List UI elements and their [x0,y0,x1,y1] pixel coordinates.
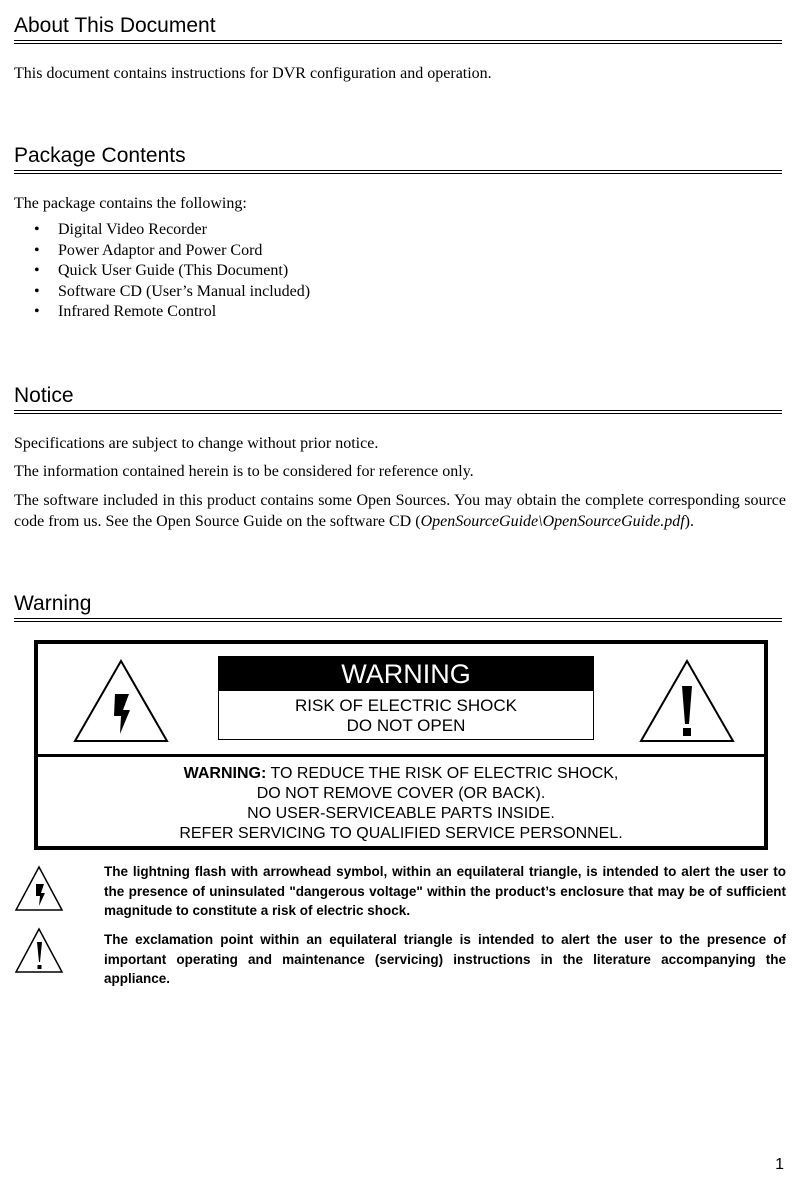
package-list [14,220,782,323]
bullet-icon: • [34,221,40,238]
list-item: • Digital Video Recorder [14,220,782,241]
list-item: • Quick User Guide (This Document) [14,261,782,282]
warning-label-title: WARNING [219,657,593,691]
notice-rule [14,410,782,414]
warning-section [14,592,782,622]
warning-rule [14,618,782,622]
lightning-description: The lightning flash with arrowhead symbol, within an equilateral triangle, is intended to alert the user to the presence of uninsulated "dangerous voltage" within the product’s enclosure that may be of sufficient magnitude to constitute a risk of electric shock. [104,864,786,918]
package-section [14,144,782,323]
about-text: This document contains instructions for DVR configuration and operation. [14,65,492,82]
warning-box [34,640,768,850]
warning-text-line-1: WARNING: TO REDUCE THE RISK OF ELECTRIC SHOCK, [183,765,619,782]
exclamation-description: The exclamation point within an equilateral triangle is intended to alert the user to the presence of important operating and maintenance (servicing) instructions in the literature accompanying the appliance. [104,932,786,986]
warning-label-line-1: RISK OF ELECTRIC SHOCK [295,696,517,715]
package-heading: Package Contents [14,144,186,167]
about-section [14,14,782,84]
warning-text-line-3: NO USER-SERVICEABLE PARTS INSIDE. [247,805,555,822]
warning-box-bottom [38,757,764,843]
warning-box-top [38,644,764,757]
list-item: • Power Adaptor and Power Cord [14,241,782,262]
warning-heading: Warning [14,592,92,615]
exclamation-small-icon [14,926,64,976]
package-intro: The package contains the following: [14,195,247,212]
open-source-path: OpenSourceGuide\OpenSourceGuide.pdf [420,513,685,530]
exclamation-triangle-icon [638,658,736,744]
package-rule [14,170,782,174]
lightning-triangle-icon [72,658,170,744]
warning-label-line-2: DO NOT OPEN [346,716,466,735]
lightning-small-icon [14,864,64,914]
list-item: • Software CD (User’s Manual included) [14,282,782,303]
about-heading: About This Document [14,14,216,37]
page-number: 1 [775,1156,784,1173]
notice-line-1: Specifications are subject to change without prior notice. [14,435,379,452]
warning-label [218,656,594,740]
warning-text-line-2: DO NOT REMOVE COVER (OR BACK). [256,785,546,802]
lightning-explanation [14,862,786,920]
bullet-icon: • [34,262,40,279]
notice-line-2: The information contained herein is to be considered for reference only. [14,463,474,480]
list-item: • Infrared Remote Control [14,302,782,323]
bullet-icon: • [34,282,40,300]
notice-heading: Notice [14,384,74,407]
exclamation-explanation [14,930,786,986]
bullet-icon: • [34,303,40,320]
notice-section [14,384,786,532]
warning-text-line-4: REFER SERVICING TO QUALIFIED SERVICE PERSONNEL. [179,825,623,842]
warning-bold-prefix: WARNING: [183,765,267,782]
bullet-icon: • [34,241,40,259]
about-rule [14,40,782,44]
notice-line-3: The software included in this product contains some Open Sources. You may obtain the complete corresponding source code from us. See the Open Source Guide on the software CD (OpenSourceGuide\OpenSourceGuide.pdf). [14,492,786,530]
